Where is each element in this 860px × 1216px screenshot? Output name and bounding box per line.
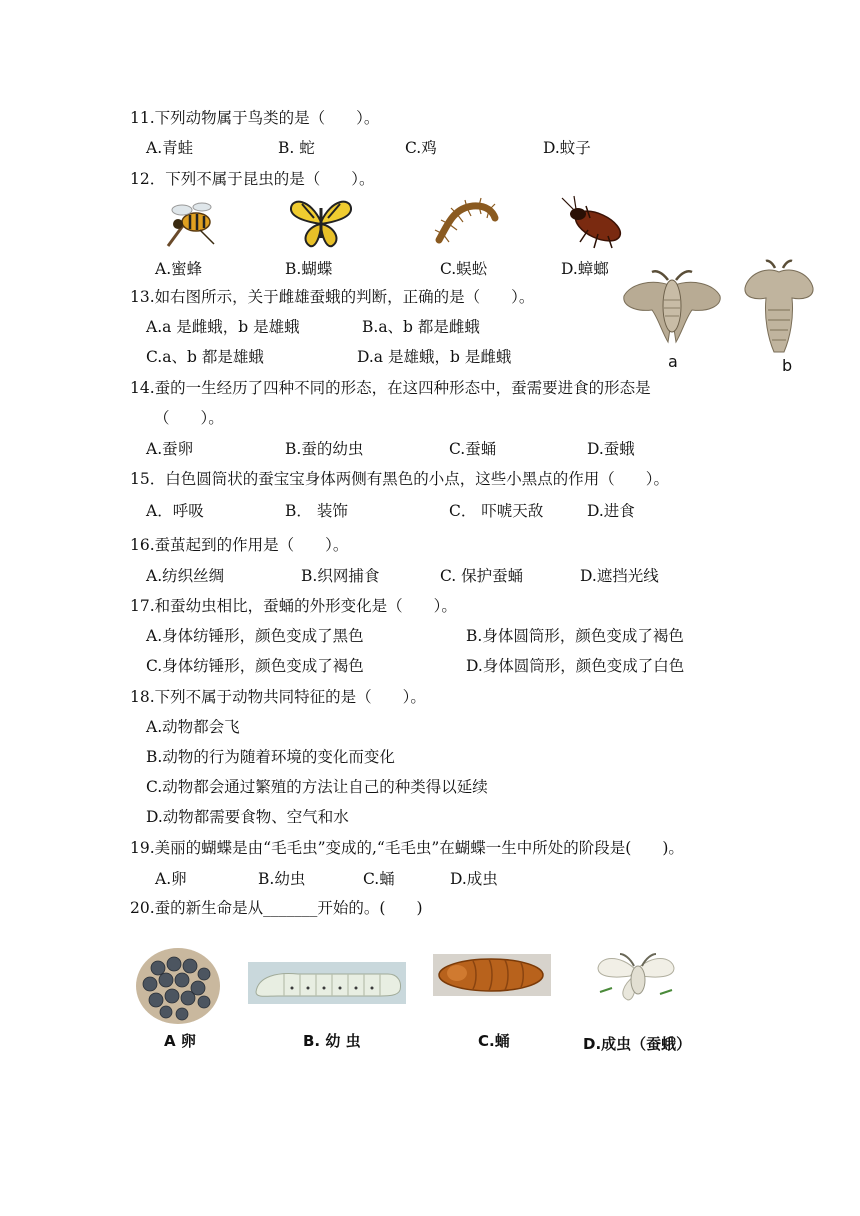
q12-stem: 12．下列不属于昆虫的是（ ）。 [130,170,375,188]
q19-option-c: C.蛹 [363,870,395,888]
q18-option-b: B.动物的行为随着环境的变化而变化 [146,748,395,766]
silkworm-larva-image [248,962,406,1004]
q15-option-d: D.进食 [587,502,635,520]
q17-option-d: D.身体圆筒形，颜色变成了白色 [466,657,685,675]
q14-option-d: D.蚕蛾 [587,440,635,458]
q13-option-b: B.a、b 都是雌蛾 [362,318,480,336]
q14-option-b: B.蚕的幼虫 [285,440,364,458]
q18-option-a: A.动物都会飞 [146,718,240,736]
q17-option-c: C.身体纺锤形，颜色变成了褐色 [146,657,364,675]
q16-option-a: A.纺织丝绸 [146,567,225,585]
q14-option-a: A.蚕卵 [146,440,194,458]
q14-stem-continued: （ ）。 [154,409,224,427]
q12-option-a: A.蜜蜂 [155,260,203,278]
caption-egg: A 卵 [164,1032,196,1050]
q19-stem: 19.美丽的蝴蝶是由“毛毛虫”变成的,“毛毛虫”在蝴蝶一生中所处的阶段是( )。 [130,839,684,857]
caption-pupa: C.蛹 [478,1032,510,1050]
q12-option-d: D.蟑螂 [561,260,609,278]
q11-option-c: C.鸡 [405,139,437,157]
q11-stem: 11.下列动物属于鸟类的是（ ）。 [130,109,380,127]
q13-option-d: D.a 是雄蛾，b 是雌蛾 [357,348,512,366]
centipede-image [433,196,501,250]
q20-stem: 20.蚕的新生命是从_______开始的。( ) [130,899,423,917]
q12-option-c: C.蜈蚣 [440,260,488,278]
q16-option-c: C. 保护蚕蛹 [440,567,524,585]
q14-option-c: C.蚕蛹 [449,440,497,458]
moth-a-label: a [668,352,678,371]
q11-option-a: A.青蛙 [146,139,194,157]
q19-option-d: D.成虫 [450,870,498,888]
q19-option-a: A.卵 [155,870,187,888]
q13-option-a: A.a 是雌蛾，b 是雄蛾 [146,318,300,336]
q15-option-c: C． 吓唬天敌 [449,502,544,520]
q17-option-a: A.身体纺锤形，颜色变成了黑色 [146,627,364,645]
q11-option-b: B. 蛇 [278,139,315,157]
moth-a-image [622,266,722,348]
moth-b-label: b [782,356,793,375]
caption-larva: B. 幼 虫 [303,1032,361,1050]
q18-option-c: C.动物都会通过繁殖的方法让自己的种类得以延续 [146,778,488,796]
silkworm-moth-image [594,944,678,1006]
q14-stem: 14.蚕的一生经历了四种不同的形态，在这四种形态中，蚕需要进食的形态是 [130,379,651,397]
q12-option-b: B.蝴蝶 [285,260,333,278]
moth-b-image [742,258,816,354]
q11-option-d: D.蚊子 [543,139,591,157]
q19-option-b: B.幼虫 [258,870,306,888]
q16-option-b: B.织网捕食 [301,567,380,585]
q18-option-d: D.动物都需要食物、空气和水 [146,808,349,826]
q13-stem: 13.如右图所示，关于雌雄蚕蛾的判断，正确的是（ ）。 [130,288,535,306]
bee-image [160,196,222,251]
cockroach-image [560,196,632,250]
silkworm-eggs-image [136,948,220,1024]
q17-option-b: B.身体圆筒形，颜色变成了褐色 [466,627,684,645]
silkworm-pupa-image [433,954,551,996]
q17-stem: 17.和蚕幼虫相比，蚕蛹的外形变化是（ ）。 [130,597,457,615]
q18-stem: 18.下列不属于动物共同特征的是（ ）。 [130,688,426,706]
q13-option-c: C.a、b 都是雄蛾 [146,348,264,366]
q16-stem: 16.蚕茧起到的作用是（ ）。 [130,536,349,554]
q16-option-d: D.遮挡光线 [580,567,659,585]
q15-option-b: B． 装饰 [285,502,348,520]
q15-option-a: A．呼吸 [146,502,204,520]
q15-stem: 15．白色圆筒状的蚕宝宝身体两侧有黑色的小点，这些小黑点的作用（ ）。 [130,470,669,488]
butterfly-image [288,196,354,250]
caption-adult: D.成虫（蚕蛾） [583,1035,692,1053]
